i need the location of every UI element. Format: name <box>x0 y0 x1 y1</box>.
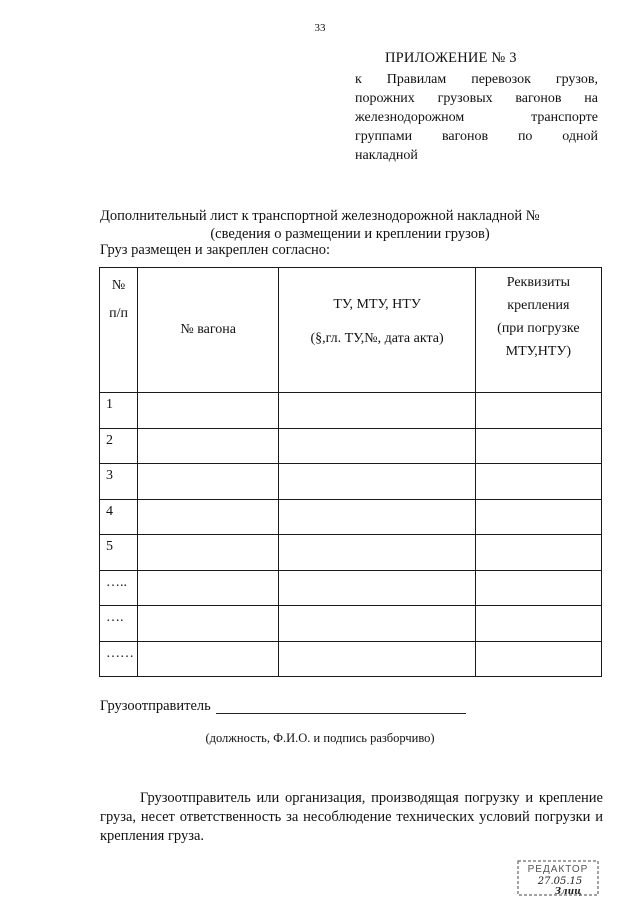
sheet-heading <box>100 207 600 243</box>
appendix-line: к Правилам перевозок грузов, <box>355 72 598 87</box>
page-number: 33 <box>314 22 326 34</box>
row-number: 5 <box>100 535 138 571</box>
header-tu-line: (§,гл. ТУ,№, дата акта) <box>310 331 444 346</box>
row-number: 3 <box>100 464 138 500</box>
appendix-line: порожних грузовых вагонов на <box>355 91 598 106</box>
cell-wagon[interactable] <box>138 499 279 535</box>
table-row <box>100 428 602 464</box>
row-number: …… <box>100 641 138 677</box>
table-row <box>100 535 602 571</box>
cell-wagon[interactable] <box>138 641 279 677</box>
cell-wagon[interactable] <box>138 464 279 500</box>
table-header-row <box>100 268 602 393</box>
header-num-line: № <box>111 278 126 293</box>
cell-tu[interactable] <box>279 428 475 464</box>
header-num-line: п/п <box>109 306 128 321</box>
sender-hint: (должность, Ф.И.О. и подпись разборчиво) <box>205 731 435 745</box>
stamp-signature: Злиц <box>554 887 582 897</box>
stamp-label: РЕДАКТОР <box>527 864 589 875</box>
table-row <box>100 606 602 642</box>
header-tu <box>279 268 475 393</box>
header-requisites <box>475 268 601 393</box>
row-number: 2 <box>100 428 138 464</box>
cargo-line: Груз размещен и закреплен согласно: <box>100 242 331 258</box>
cell-requisites[interactable] <box>475 428 601 464</box>
cell-requisites[interactable] <box>475 499 601 535</box>
cell-tu[interactable] <box>279 393 475 429</box>
row-number: 4 <box>100 499 138 535</box>
table-row <box>100 393 602 429</box>
header-req-line: (при погрузке <box>497 321 580 336</box>
table-row <box>100 499 602 535</box>
sheet-title: Дополнительный лист к транспортной железнодорожной накладной № <box>100 208 540 224</box>
cargo-table <box>99 267 602 677</box>
sheet-subtitle: (сведения о размещении и креплении грузов) <box>210 226 490 242</box>
cell-tu[interactable] <box>279 535 475 571</box>
cell-wagon[interactable] <box>138 606 279 642</box>
appendix-line: группами вагонов по одной <box>355 129 598 144</box>
table-row <box>100 464 602 500</box>
appendix-line: накладной <box>355 148 418 163</box>
appendix-line: железнодорожном транспорте <box>355 110 598 125</box>
appendix-reference <box>355 70 598 165</box>
cell-tu[interactable] <box>279 606 475 642</box>
header-req-line: Реквизиты <box>506 275 570 290</box>
cell-requisites[interactable] <box>475 641 601 677</box>
cell-wagon[interactable] <box>138 393 279 429</box>
cell-tu[interactable] <box>279 570 475 606</box>
row-number: …. <box>100 606 138 642</box>
cell-wagon[interactable] <box>138 428 279 464</box>
row-number: ….. <box>100 570 138 606</box>
appendix-title: ПРИЛОЖЕНИЕ № 3 <box>385 50 517 66</box>
cell-tu[interactable] <box>279 641 475 677</box>
responsibility-paragraph: Грузоотправитель или организация, производящая погрузку и крепление груза, несет ответственность за несоблюдение технических условий погрузки и крепления груза. <box>100 790 603 844</box>
cell-requisites[interactable] <box>475 606 601 642</box>
cell-tu[interactable] <box>279 464 475 500</box>
row-number: 1 <box>100 393 138 429</box>
cell-requisites[interactable] <box>475 570 601 606</box>
header-wagon: № вагона <box>138 268 279 393</box>
header-tu-line: ТУ, МТУ, НТУ <box>333 297 421 312</box>
cell-requisites[interactable] <box>475 464 601 500</box>
editor-stamp <box>508 858 602 898</box>
cell-requisites[interactable] <box>475 535 601 571</box>
sender-signature-line[interactable] <box>216 713 466 714</box>
header-req-line: крепления <box>507 298 570 313</box>
cell-wagon[interactable] <box>138 535 279 571</box>
stamp-date: 27.05.15 <box>537 876 583 887</box>
cell-wagon[interactable] <box>138 570 279 606</box>
header-req-line: МТУ,НТУ) <box>505 344 572 359</box>
table-row <box>100 641 602 677</box>
table-row <box>100 570 602 606</box>
sender-label: Грузоотправитель <box>100 698 211 714</box>
cell-tu[interactable] <box>279 499 475 535</box>
cell-requisites[interactable] <box>475 393 601 429</box>
header-num <box>100 268 138 393</box>
